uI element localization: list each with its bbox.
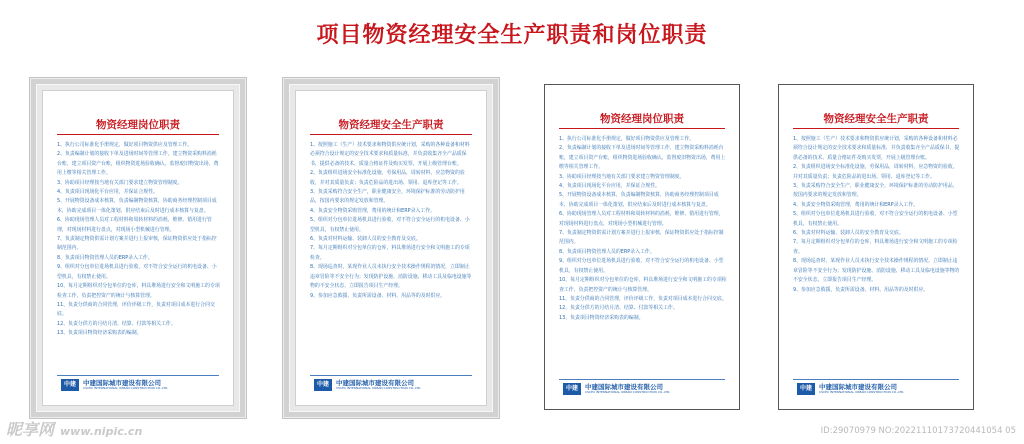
board-sheet: [779, 85, 973, 409]
duty-item: [559, 248, 727, 257]
duty-item-text: 5、组织对分包单位进场机具进行验收，对不符合安全运行的机电设备、小型机具，有权禁止使用。: [793, 211, 958, 227]
board-sheet: [42, 90, 234, 406]
duty-item-text: 6、负责对材料运输、装卸人员的安全教育及交底。: [793, 230, 904, 237]
duty-item: [310, 188, 474, 207]
title-divider: [310, 134, 472, 135]
duty-item: [559, 295, 727, 304]
duty-list: [793, 135, 961, 295]
duty-item: [57, 320, 221, 329]
duty-item-text: 9、参加应急救援，负责所需设备、材料、用品等的及时供应。: [310, 292, 446, 299]
duty-item: [57, 301, 221, 320]
duty-item: [57, 197, 221, 216]
duty-item: [310, 169, 474, 188]
title-divider: [559, 128, 725, 129]
duty-item: [310, 263, 474, 291]
cscec-logo-icon: 中建: [61, 379, 79, 391]
duty-item: [559, 210, 727, 229]
duty-item: [793, 210, 961, 229]
duty-item: [559, 173, 727, 182]
duty-item-text: 9、组织对分包单位进场机具进行验收，对不符合安全运行的机电设备、小型机具，有权禁止使用。: [57, 264, 217, 280]
company-footer: [559, 379, 725, 397]
duty-item: [310, 244, 474, 263]
duty-item: [793, 182, 961, 201]
duty-item-text: 3、协助项目经理按当地有关部门要求建立物资管理制度。: [559, 173, 685, 180]
board-mat: [289, 84, 493, 412]
duty-item: [559, 314, 727, 323]
duty-list: [310, 141, 474, 301]
duty-item: [793, 257, 961, 285]
title-divider: [793, 128, 959, 129]
duty-item-text: 10、每月定期组织对分包单位的仓库，料具堆场进行安全和文明施工的专项检查工作，负责把控资产的统计与核算管理。: [57, 283, 220, 299]
duty-item: [559, 191, 727, 210]
duty-item: [57, 254, 221, 263]
duty-item-text: 4、负责项目现场化平台应用，并保证合规性。: [559, 183, 660, 190]
duty-item: [310, 292, 474, 301]
duty-item-text: 3、负责采购符合安全生产，职业健康安全，环境保护标准的劳动防护用品，按国内要求的规定发放和管理。: [793, 183, 958, 199]
duty-item: [310, 207, 474, 216]
duty-item-text: 1、按照施工（生产）技术要求和物资供应统计划，采购的各种设备和材料必须符合设计规定的安全技术要求和质量标准，并负责收集齐全产品质保书，提供必备的技术、质量合格证件及购买发票，开展上级管理台账。: [793, 136, 960, 161]
duty-item-text: 5、开展物资设备成本核算，负责编制物资核算，协助商务经理控制项目成本，协助完成项目一体化策划，供应结束后及时进行成本核算与复盘。: [57, 198, 217, 214]
duty-board-1: [29, 77, 247, 419]
duty-item-text: 7、负责制定物资供需计划方案并进行上报审核，保证物资供应处于指标控制范围内。: [57, 236, 217, 252]
duty-item-text: 7、每月定期组织对分包单位的仓库，料具堆场进行安全和文明施工的专项检查。: [793, 239, 958, 255]
cscec-logo-icon: 中建: [563, 383, 581, 395]
duty-item: [559, 304, 727, 313]
company-name: 中建国际城市建设有限公司: [585, 383, 663, 391]
footer-rule: [310, 375, 472, 376]
footer-rule: [559, 379, 725, 380]
duty-item-text: 2、负责组织进场安全标准化设施，劳保用品，周转材料，应急物资的验收，并对其质量负责；负责危险品的进出场、领用、退库登记等工作。: [310, 170, 465, 186]
duty-item-text: 9、参加应急救援，负责所需设备、材料、用品等的及时供应。: [793, 286, 929, 293]
watermark-logo: [6, 417, 142, 440]
duty-item-text: 4、负责安全物资采购管理，费用的统计和ERP录入工作。: [310, 207, 436, 214]
watermark-url: www.nipic.cn: [60, 425, 143, 438]
duty-item-text: 1、按照施工（生产）技术要求和物资供应统计划，采购的各种设备和材料必须符合设计规定的安全技术要求和质量标准，并负责收集齐全产品质保书，提供必备的技术、质量合格证件及购买发票，开展上级管理台账。: [310, 142, 470, 167]
duty-item: [57, 179, 221, 188]
duty-item: [57, 329, 221, 338]
duty-item-text: 1、执行公司标准化手册规定，做好项目物资供应及管理工作。: [559, 136, 695, 142]
company-name: 中建国际城市建设有限公司: [336, 379, 414, 387]
duty-item-text: 13、负责项目物资经济采购表的编制。: [57, 330, 142, 337]
duty-item: [57, 263, 221, 282]
duty-item-text: 4、负责安全物资采购管理，费用的统计和ERP录入工作。: [793, 201, 919, 208]
duty-item: [310, 216, 474, 235]
footer-rule: [57, 375, 219, 376]
duty-item-text: 3、协助项目经理按当地有关部门要求建立物资管理制度。: [57, 179, 183, 186]
duty-item-text: 6、协助现场管理人员对工程材料和周转材料的消耗，维修、错用进行管理，对现场材料进行盘点，对现场小型机械进行管理。: [57, 217, 212, 233]
duty-item: [559, 276, 727, 295]
duty-item: [57, 141, 221, 150]
duty-board-3: [544, 84, 740, 410]
panel-title: 物资经理安全生产职责: [823, 113, 929, 125]
company-name-en: CSCEC INTERNATIONAL URBAN CONSTRUCTION CO.,LTD.: [585, 390, 671, 394]
board-sheet: [545, 85, 739, 409]
duty-item-text: 7、负责制定物资供需计划方案并进行上报审核，保证物资供应处于指标控制范围内。: [559, 230, 724, 246]
company-name: 中建国际城市建设有限公司: [819, 383, 897, 391]
duty-item: [310, 235, 474, 244]
duty-item-text: 7、每月定期组织对分包单位的仓库，料具堆场进行安全和文明施工的专项检查。: [310, 245, 470, 261]
duty-list: [559, 135, 727, 323]
duty-item: [793, 229, 961, 238]
duty-item: [559, 182, 727, 191]
cscec-logo-icon: 中建: [797, 383, 815, 395]
title-divider: [57, 134, 219, 135]
duty-item: [310, 141, 474, 169]
footer-rule: [793, 379, 959, 380]
image-id-label: ID:29070979 NO:20221110173720441054 05: [820, 426, 1016, 436]
duty-item: [57, 282, 221, 301]
duty-item: [57, 188, 221, 197]
duty-item-text: 12、负责分供方的月结月清、结算、付款等相关工作。: [559, 305, 678, 312]
duty-item-text: 5、开展物资设备成本核算，负责编制物资核算，协助商务经理控制项目成本，协助完成项目一体化策划，供应结束后及时进行成本核算与复盘。: [559, 192, 719, 208]
duty-item-text: 8、负责项目物资管理人员的ERP录入工作。: [57, 254, 153, 261]
page-title: 项目物资经理安全生产职责和岗位职责: [316, 23, 708, 48]
duty-item-text: 5、组织对分包单位进场机具进行验收，对不符合安全运行的机电设备、小型机具，有权禁止使用。: [310, 217, 470, 233]
duty-item: [57, 216, 221, 235]
company-name: 中建国际城市建设有限公司: [83, 379, 161, 387]
duty-item: [559, 229, 727, 248]
duty-item: [793, 286, 961, 295]
duty-item-text: 3、负责采购符合安全生产，职业健康安全，环境保护标准的劳动防护用品，按国内要求的规定发放和管理。: [310, 189, 465, 205]
duty-item-text: 11、负责分供商的合同管理，评价评级工作，负责对项目成本进行合同交底。: [57, 301, 215, 318]
cscec-logo-icon: 中建: [314, 379, 332, 391]
duty-item: [559, 144, 727, 172]
duty-item-text: 8、负责项目物资管理人员的ERP录入工作。: [559, 248, 655, 255]
company-footer: [310, 375, 472, 393]
duty-item: [559, 135, 727, 144]
board-mat: [36, 84, 240, 412]
duty-item-text: 2、负责组织进场安全标准化设施，劳保用品，周转材料，应急物资的验收，并对其质量负责；负责危险品的进出场、领用、退库登记等工作。: [793, 164, 958, 180]
company-name-en: CSCEC INTERNATIONAL URBAN CONSTRUCTION CO.,LTD.: [819, 390, 905, 394]
duty-item-text: 6、协助现场管理人员对工程材料和周转材料的消耗，维修、错用进行管理，对现场材料进行盘点，对现场小型机械进行管理。: [559, 211, 724, 227]
panel-title: 物资经理岗位职责: [96, 119, 180, 131]
duty-item-text: 13、负责项目物资经济采购表的编制。: [559, 314, 644, 321]
panel-title: 物资经理安全生产职责: [338, 119, 444, 131]
duty-item-text: 6、负责对材料运输、装卸人员的安全教育及交底。: [310, 236, 421, 243]
duty-item: [793, 238, 961, 257]
watermark-brand: 昵享网: [6, 420, 55, 439]
duty-item-text: 1、执行公司标准化手册规定，做好项目物资供应及管理工作。: [57, 142, 193, 148]
duty-item-text: 9、组织对分包单位进场机具进行验收，对不符合安全运行的机电设备、小型机具，有权禁止使用。: [559, 258, 724, 274]
company-name-en: CSCEC INTERNATIONAL URBAN CONSTRUCTION CO.,LTD.: [336, 386, 422, 390]
duty-item: [793, 201, 961, 210]
duty-list: [57, 141, 221, 339]
duty-item-text: 10、每月定期组织对分包单位的仓库，料具堆场进行安全和文明施工的专项检查工作，负责把控资产的统计与核算管理。: [559, 277, 727, 293]
duty-item: [793, 163, 961, 182]
duty-item-text: 12、负责分供方的月结月清、结算、付款等相关工作。: [57, 320, 176, 327]
duty-board-2: [282, 77, 500, 419]
duty-item: [57, 150, 221, 178]
company-footer: [793, 379, 959, 397]
duty-item: [559, 257, 727, 276]
duty-item-text: 4、负责项目现场化平台应用，并保证合规性。: [57, 189, 158, 196]
duty-board-4: [778, 84, 974, 410]
company-name-en: CSCEC INTERNATIONAL URBAN CONSTRUCTION CO.,LTD.: [83, 386, 169, 390]
duty-item: [57, 235, 221, 254]
company-footer: [57, 375, 219, 393]
duty-item-text: 8、现场巡查时，某现作业人员未执行安全技术操作规程的情况，立即制止违章冒险等不安全行为；发现防护设施、消防设施、移动工具及临电设施等物的不安全状态，立即报告项目生产经理。: [793, 258, 960, 284]
duty-item-text: 11、负责分供商的合同管理，评价评级工作，负责对项目成本进行合同交底。: [559, 295, 727, 302]
duty-item-text: 8、现场巡查时，某现作业人员未执行安全技术操作规程的情况，立即制止违章冒险等不安全行为；发现防护设施、消防设施、移动工具及临电设施等物的不安全状态，立即报告项目生产经理。: [310, 264, 472, 290]
panel-title: 物资经理岗位职责: [600, 113, 684, 125]
duty-item-text: 2、负责编制计划的接收下单及进场时间等管理工作，建立物资采购料消耗台账，建立项目资产台账，组织物资进场验收确认，监督废旧物资出场，费用上缴等相关管理工作。: [559, 145, 726, 171]
board-sheet: [295, 90, 487, 406]
duty-item: [793, 135, 961, 163]
duty-item-text: 2、负责编制计划的接收下单及进场时间等管理工作，建立物资采购料消耗台账，建立项目资产台账，组织物资进场验收确认，监督废旧物资出场，费用上缴等相关管理工作。: [57, 151, 219, 177]
